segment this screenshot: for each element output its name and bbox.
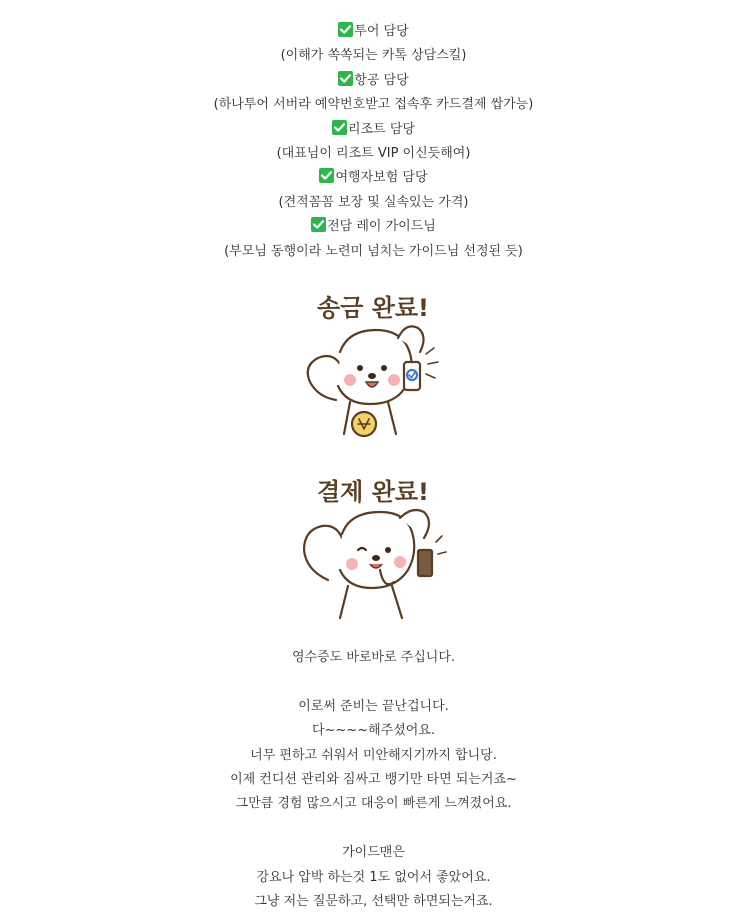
paragraph-line: 그만큼 경험 많으시고 대응이 빠른게 느껴졌어요. [235, 796, 512, 812]
checklist-item-title: 리조트 담당 [0, 118, 747, 142]
check-mark-icon [332, 120, 347, 135]
check-mark-icon [319, 168, 334, 183]
svg-text:결제 완료!: 결제 완료! [316, 478, 430, 506]
paragraph-line: 다~~~~해주셨어요. [311, 723, 436, 739]
puppy-phone-icon [288, 282, 458, 444]
paragraph-line: 그냥 저는 질문하고, 선택만 하면되는거죠. [254, 893, 493, 909]
paragraph-line: 이제 컨디션 관리와 짐싸고 뱅기만 타면 되는거죠~ [230, 771, 517, 787]
checklist [0, 20, 747, 264]
paragraph-line: 너무 편하고 쉬워서 미안해지기까지 합니당. [250, 747, 497, 763]
check-mark-icon [338, 22, 353, 37]
paragraph-line: 영수증도 바로바로 주십니다. [291, 650, 456, 665]
checklist-item-title: 항공 담당 [0, 69, 747, 93]
checklist-item-desc: (견적꼼꼼 보장 및 실속있는 가격) [278, 194, 469, 210]
paragraph-line: 강요나 압박 하는것 1도 없어서 좋았어요. [256, 869, 491, 885]
checklist-item-desc: (대표님이 리조트 VIP 이신듯해여) [276, 145, 471, 161]
remit-complete-sticker [288, 282, 458, 448]
checklist-item-desc: (이해가 쏙쏙되는 카톡 상담스킬) [280, 48, 467, 64]
checklist-item-title: 여행자보험 담당 [0, 166, 747, 190]
check-mark-icon [338, 71, 353, 86]
svg-text:송금 완료!: 송금 완료! [316, 294, 430, 322]
payment-complete-sticker [288, 460, 458, 626]
checklist-item-desc: (하나투어 서버라 예약번호받고 접속후 카드결제 쌉가능) [213, 97, 534, 113]
checklist-item-title: 투어 담당 [0, 20, 747, 44]
checklist-item-title: 전담 레이 가이드님 [0, 215, 747, 239]
checklist-item-desc: (부모님 동행이라 노련미 넘치는 가이드님 선정된 듯) [224, 243, 523, 259]
check-mark-icon [311, 217, 326, 232]
paragraph-line: 가이드맨은 [342, 845, 405, 861]
paragraph-line: 이로써 준비는 끝난겁니다. [298, 698, 449, 714]
puppy-card-icon [288, 460, 458, 622]
review-text [0, 646, 747, 914]
